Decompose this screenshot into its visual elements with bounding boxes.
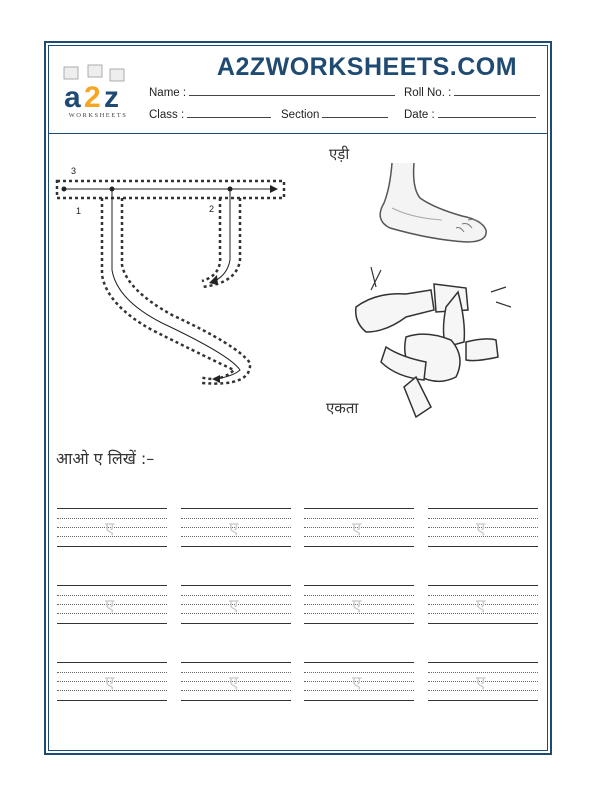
word-ekta: एकता <box>326 399 359 417</box>
worksheet-header <box>48 45 548 134</box>
roll-no-field[interactable] <box>404 85 540 99</box>
roll-no-label: Roll No. : <box>404 87 452 99</box>
svg-text:a: a <box>64 81 81 114</box>
section-line[interactable] <box>322 107 388 118</box>
site-title: A2ZWORKSHEETS.COM <box>216 53 518 81</box>
ghost-letter: ए <box>229 673 239 693</box>
ghost-letter: ए <box>476 519 486 539</box>
class-line[interactable] <box>187 107 271 118</box>
logo-subtext: WORKSHEETS <box>68 112 128 119</box>
roll-no-line[interactable] <box>454 85 540 96</box>
ghost-letter: ए <box>229 519 239 539</box>
name-field[interactable] <box>149 85 395 99</box>
a2z-logo <box>58 63 138 121</box>
svg-text:z: z <box>104 81 119 114</box>
class-field[interactable] <box>149 107 271 121</box>
section-label: Section <box>281 109 320 121</box>
word-adi: एड़ी <box>329 145 350 163</box>
section-field[interactable] <box>281 107 388 121</box>
stroke-number-1: 1 <box>76 206 82 216</box>
ghost-letter: ए <box>476 596 486 616</box>
ghost-letter: ए <box>105 519 115 539</box>
practice-instruction: आओ ए लिखें :– <box>56 449 155 468</box>
ghost-letter: ए <box>229 596 239 616</box>
ghost-letter: ए <box>105 596 115 616</box>
letter-tracing-guide <box>52 165 292 395</box>
date-field[interactable] <box>404 107 536 121</box>
stroke-number-3: 3 <box>71 166 77 176</box>
ghost-letter: ए <box>352 673 362 693</box>
name-label: Name : <box>149 87 187 99</box>
date-label: Date : <box>404 109 435 121</box>
name-line[interactable] <box>189 85 395 96</box>
class-label: Class : <box>149 109 185 121</box>
ghost-letter: ए <box>352 519 362 539</box>
foot-icon <box>372 158 492 248</box>
ghost-letter: ए <box>352 596 362 616</box>
ghost-letter: ए <box>105 673 115 693</box>
svg-text:2: 2 <box>84 81 101 114</box>
stroke-number-2: 2 <box>209 204 215 214</box>
date-line[interactable] <box>438 107 536 118</box>
ghost-letter: ए <box>476 673 486 693</box>
hands-unity-icon <box>346 262 516 422</box>
